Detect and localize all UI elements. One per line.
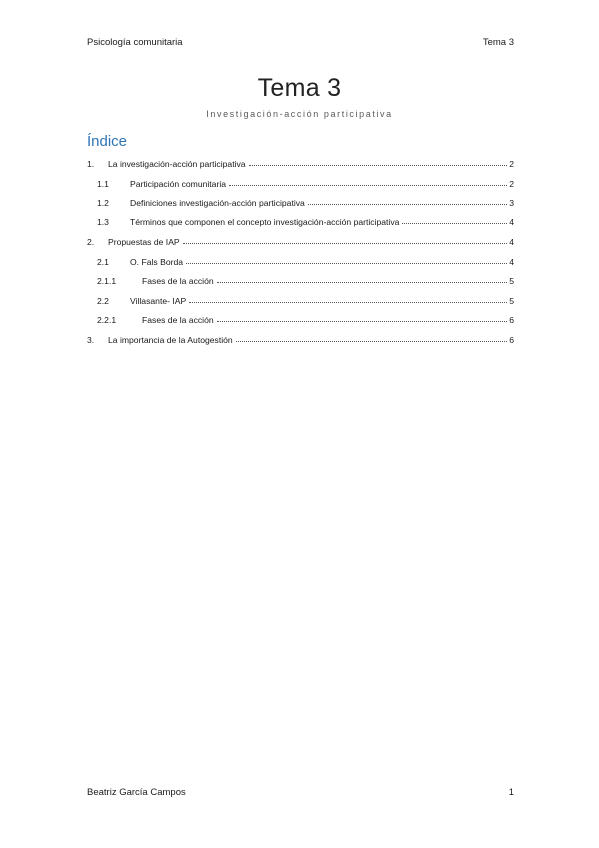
toc-entry[interactable]	[87, 331, 514, 345]
toc-entry-number: 1.1	[97, 179, 109, 189]
toc-leader-dots	[217, 321, 508, 322]
toc-heading: Índice	[87, 133, 128, 150]
toc-entry-title: Términos que componen el concepto investigación-acción participativa	[130, 217, 400, 227]
toc-leader-dots	[217, 282, 508, 283]
toc-leader-dots	[183, 243, 508, 244]
toc-leader-dots	[186, 263, 507, 264]
toc-leader-dots	[189, 302, 507, 303]
toc-entry[interactable]	[87, 233, 514, 247]
toc-entry-title: Villasante- IAP	[130, 296, 187, 306]
toc-leader-dots	[229, 185, 507, 186]
toc-entry-title: La importancia de la Autogestión	[108, 335, 233, 345]
toc-entry-page: 5	[509, 296, 514, 306]
footer-author: Beatriz García Campos	[87, 787, 186, 798]
document-title: Tema 3	[257, 74, 342, 102]
toc-leader-dots	[308, 204, 507, 205]
page-footer	[87, 787, 514, 798]
toc-entry-number: 2.	[87, 237, 95, 247]
toc-entry[interactable]	[87, 272, 514, 286]
toc-entry[interactable]	[87, 311, 514, 325]
toc-entry-number: 2.2.1	[97, 315, 117, 325]
toc-entry-page: 4	[509, 237, 514, 247]
page-number: 1	[508, 787, 514, 798]
toc-entry-title: La investigación-acción participativa	[108, 159, 246, 169]
toc-entry-number: 1.3	[97, 217, 109, 227]
toc-entry-page: 4	[509, 257, 514, 267]
toc-entry-page: 3	[509, 198, 514, 208]
toc-entry[interactable]	[87, 253, 514, 267]
toc-leader-dots	[402, 223, 507, 224]
document-subtitle: Investigación-acción participativa	[206, 109, 393, 119]
toc-entry-title: Fases de la acción	[142, 315, 214, 325]
toc-entry-number: 2.2	[97, 296, 109, 306]
toc-entry[interactable]	[87, 194, 514, 208]
toc-entry-title: Propuestas de IAP	[108, 237, 180, 247]
toc-entry-page: 6	[509, 315, 514, 325]
toc-leader-dots	[236, 341, 508, 342]
toc-entry-number: 3.	[87, 335, 95, 345]
toc-entry-title: Participación comunitaria	[130, 179, 227, 189]
toc-entry-title: Fases de la acción	[142, 276, 214, 286]
toc-entry-title: Definiciones investigación-acción participativa	[130, 198, 305, 208]
page-header	[87, 37, 514, 48]
toc-entry-page: 4	[509, 217, 514, 227]
toc-entry[interactable]	[87, 292, 514, 306]
toc-entry-page: 2	[509, 179, 514, 189]
toc-entry-page: 2	[509, 159, 514, 169]
toc-entry-page: 5	[509, 276, 514, 286]
toc-entry-title: O. Fals Borda	[130, 257, 184, 267]
toc-entry-number: 1.	[87, 159, 95, 169]
toc-entry[interactable]	[87, 213, 514, 227]
header-right: Tema 3	[482, 37, 514, 48]
toc-entry-number: 1.2	[97, 198, 109, 208]
toc-entry-number: 2.1	[97, 257, 109, 267]
toc-leader-dots	[249, 165, 508, 166]
header-left: Psicología comunitaria	[87, 37, 183, 48]
toc-entry[interactable]	[87, 155, 514, 169]
toc-entry[interactable]	[87, 175, 514, 189]
toc-entry-number: 2.1.1	[97, 276, 117, 286]
toc-entry-page: 6	[509, 335, 514, 345]
